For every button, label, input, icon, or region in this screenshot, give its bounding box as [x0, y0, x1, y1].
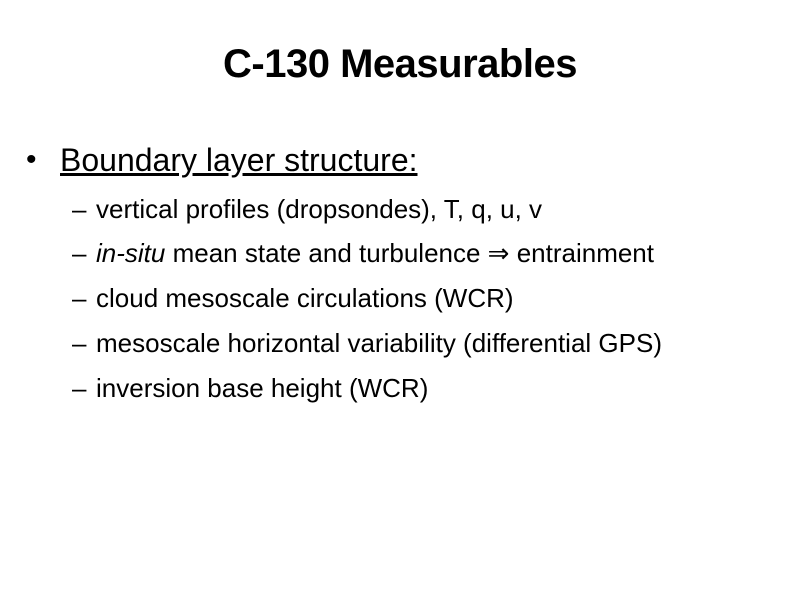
dash-icon: – — [72, 327, 87, 358]
dash-icon: – — [72, 372, 87, 403]
list-item-label: mesoscale horizontal variability (differential GPS) — [96, 327, 662, 358]
list-item — [26, 373, 766, 405]
list-item-emphasis: in-situ — [96, 238, 166, 269]
list-item-level1 — [26, 142, 766, 180]
list-item-label-rest: mean state and turbulence ⇒ entrainment — [165, 238, 654, 269]
list-item-label: vertical profiles (dropsondes), T, q, u, v — [96, 193, 543, 224]
list-item — [26, 194, 766, 226]
page-title: C-130 Measurables — [223, 42, 577, 86]
list-item-label: cloud mesoscale circulations (WCR) — [96, 283, 514, 314]
list-item — [26, 238, 766, 270]
dash-icon: – — [72, 283, 87, 314]
list-item-level1-label: Boundary layer structure: — [60, 142, 418, 178]
dash-icon: – — [72, 238, 87, 269]
bullet-icon: • — [26, 143, 37, 176]
list-item-label: inversion base height (WCR) — [96, 372, 429, 403]
list-item-label — [96, 238, 706, 270]
dash-icon: – — [72, 193, 87, 224]
list-item — [26, 328, 766, 360]
slide-body — [26, 142, 766, 417]
list-item — [26, 283, 766, 315]
